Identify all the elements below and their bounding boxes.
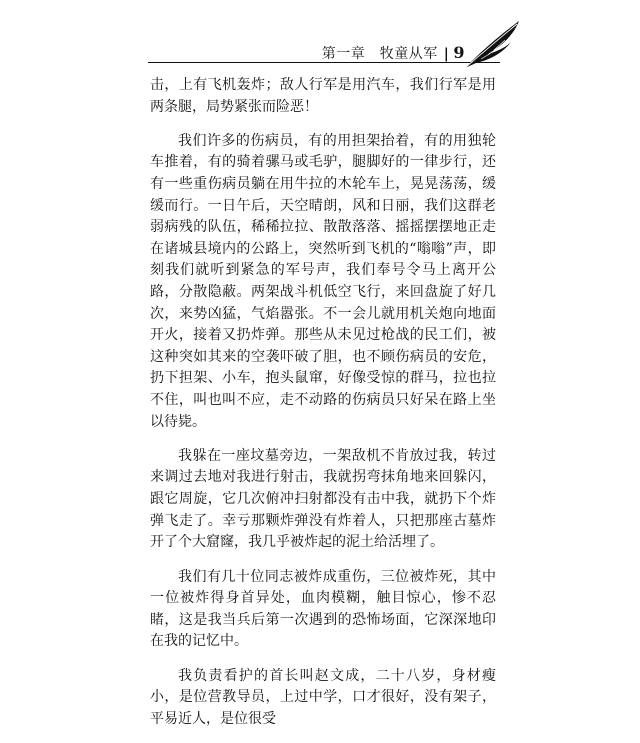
paragraph: 我们许多的伤病员，有的用担架抬着，有的用独轮车推着，有的骑着骡马或毛驴，腿脚好的一律步行，还有一些重伤病员躺在用牛拉的木轮车上，晃晃荡荡，缓缓而行。一日午后，天空晴朗，风和日丽，我们这群老弱病残的队伍，稀稀拉拉、散散落落、摇摇摆摆地正走在诸城县境内的公路上，突然听到飞机的“嗡嗡”声，即刻我们就听到紧急的军号声，我们奉号令马上离开公路，分散隐蔽。两架战斗机低空飞行，来回盘旋了好几次，来势凶猛，气焰嚣张。不一会儿就用机关炮向地面开火，接着又扔炸弹。那些从未见过枪战的民工们，被这种突如其来的空袭吓破了胆，也不顾伤病员的安危，扔下担架、小车，抱头鼠窜，好像受惊的群马，拉也拉不住，叫也叫不应，走不动路的伤病员只好呆在路上坐以待毙。 — [150, 132, 496, 430]
paragraph: 我负责看护的首长叫赵文成，二十八岁，身材瘦小，是位营教导员，上过中学，口才很好，没有架子，平易近人，是位很受 — [150, 667, 496, 727]
paragraph: 击，上有飞机轰炸；敌人行军是用汽车，我们行军是用两条腿，局势紧张而险恶！ — [150, 77, 496, 115]
paragraph: 我们有几十位同志被炸成重伤，三位被炸死，其中一位被炸得身首异处，血肉模糊，触目惊心，惨不忍睹，这是我当兵后第一次遇到的恐怖场面，它深深地印在我的记忆中。 — [150, 568, 496, 650]
feather-quill-icon — [461, 18, 523, 70]
paragraph: 我躲在一座坟墓旁边，一架敌机不肯放过我，转过来调过去地对我进行射击，我就拐弯抹角地来回躲闪，跟它周旋，它几次俯冲扫射都没有击中我，就扔下个炸弹飞走了。幸亏那颗炸弹没有炸着人，只把那座古墓炸开了个大窟窿，我几乎被炸起的泥土给活埋了。 — [150, 447, 496, 551]
page-number: 9 — [453, 43, 465, 62]
chapter-title — [322, 43, 465, 63]
body-text — [150, 75, 496, 743]
running-header — [148, 18, 523, 70]
header-separator: | — [443, 46, 450, 62]
header-rule — [148, 62, 500, 63]
chapter-title-text: 第一章 牧童从军 — [321, 46, 438, 62]
